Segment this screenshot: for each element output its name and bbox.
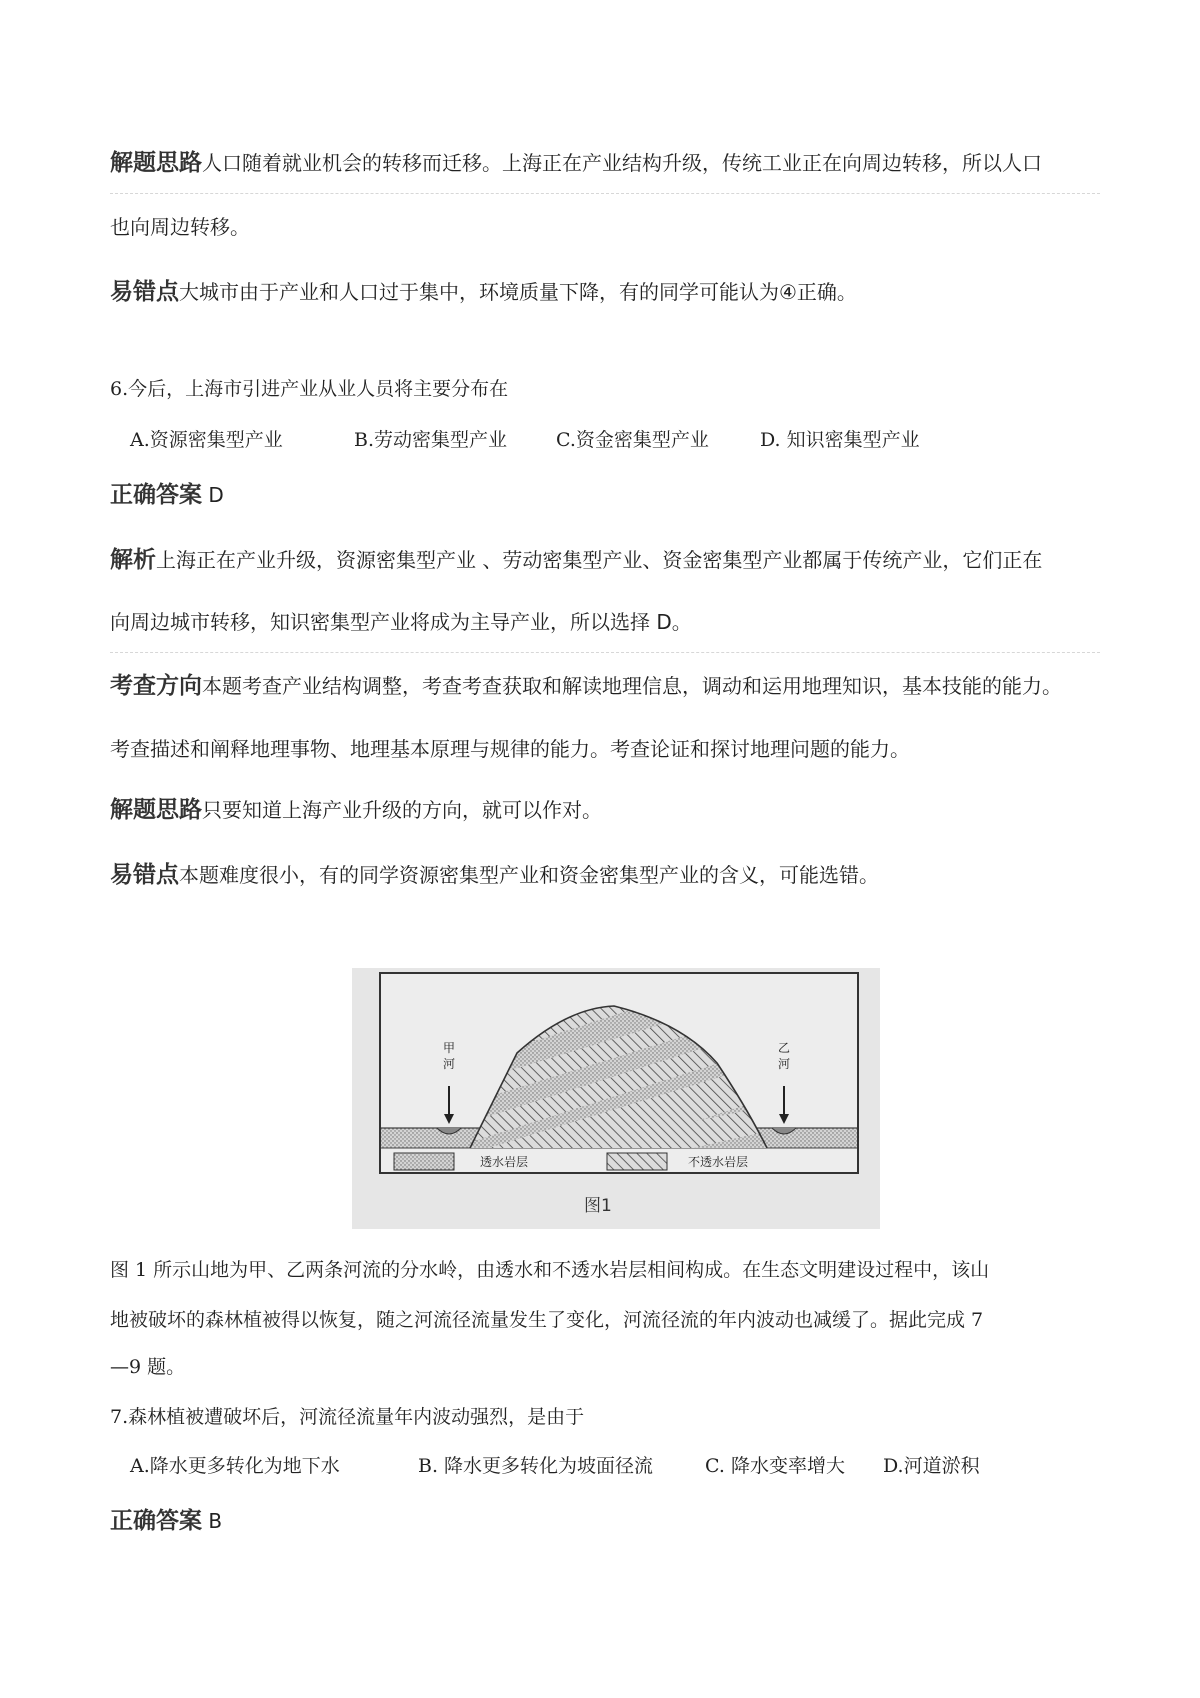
q6-direction-label: 考查方向 xyxy=(110,673,202,699)
q6-direction-continued: 考查描述和阐释地理事物、地理基本原理与规律的能力。考查论证和探讨地理问题的能力。 xyxy=(110,737,910,761)
q6-approach-text: 只要知道上海产业升级的方向，就可以作对。 xyxy=(202,798,602,822)
q7-answer xyxy=(110,1506,1100,1536)
q7-answer-value: B xyxy=(208,1509,223,1533)
figure-1 xyxy=(352,968,880,1229)
q6-analysis-label: 解析 xyxy=(110,547,156,573)
q6-analysis-text: 上海正在产业升级，资源密集型产业 、劳动密集型产业、资金密集型产业都属于传统产业，它们正在 xyxy=(156,548,1043,572)
q6-answer-value: D xyxy=(208,483,224,507)
legend-impermeable-label: 不透水岩层 xyxy=(688,1155,749,1169)
watershed-diagram xyxy=(352,968,880,1229)
q6-approach-label: 解题思路 xyxy=(110,797,202,823)
q6-answer xyxy=(110,480,1100,510)
passage-line-2: 地被破坏的森林植被得以恢复，随之河流径流量发生了变化，河流径流的年内波动也减缓了。据此完成 7 xyxy=(110,1309,984,1331)
question-6-stem: 6.今后，上海市引进产业从业人员将主要分布在 xyxy=(110,378,509,400)
q6-pitfall-label: 易错点 xyxy=(110,862,179,888)
approach-label: 解题思路 xyxy=(110,150,202,176)
river-b-label: 乙河 xyxy=(777,1041,791,1071)
q6-pitfall-text: 本题难度很小，有的同学资源密集型产业和资金密集型产业的含义，可能选错。 xyxy=(179,863,879,887)
legend-impermeable-swatch xyxy=(607,1153,667,1170)
pitfall-paragraph xyxy=(110,277,1100,307)
q6-option-a: A.资源密集型产业 xyxy=(130,429,283,451)
question-7-stem: 7.森林植被遭破坏后，河流径流量年内波动强烈，是由于 xyxy=(110,1406,585,1428)
dotted-divider xyxy=(110,193,1100,194)
passage-line-1: 图 1 所示山地为甲、乙两条河流的分水岭，由透水和不透水岩层相间构成。在生态文明建设过程中，该山 xyxy=(110,1259,990,1281)
q7-option-b: B. 降水更多转化为坡面径流 xyxy=(418,1455,654,1477)
approach-paragraph xyxy=(110,148,1100,178)
pitfall-text: 大城市由于产业和人口过于集中，环境质量下降，有的同学可能认为④正确。 xyxy=(179,280,857,304)
q6-direction xyxy=(110,671,1100,701)
approach-continued: 也向周边转移。 xyxy=(110,215,250,239)
q6-direction-text: 本题考查产业结构调整，考查考查获取和解读地理信息，调动和运用地理知识，基本技能的能力。 xyxy=(202,674,1062,698)
q7-answer-label: 正确答案 xyxy=(110,1508,202,1534)
q6-approach xyxy=(110,795,1100,825)
q7-option-d: D.河道淤积 xyxy=(883,1455,980,1477)
q6-option-d: D. 知识密集型产业 xyxy=(760,429,920,451)
legend-permeable-swatch xyxy=(394,1153,454,1170)
q6-option-b: B.劳动密集型产业 xyxy=(354,429,508,451)
q7-option-a: A.降水更多转化为地下水 xyxy=(130,1455,340,1477)
q6-analysis xyxy=(110,545,1100,575)
figure-caption: 图1 xyxy=(584,1196,612,1216)
q6-answer-label: 正确答案 xyxy=(110,482,202,508)
river-a-label: 甲河 xyxy=(442,1041,456,1071)
approach-text: 人口随着就业机会的转移而迁移。上海正在产业结构升级，传统工业正在向周边转移，所以人口 xyxy=(202,151,1042,175)
pitfall-label: 易错点 xyxy=(110,279,179,305)
q7-option-c: C. 降水变率增大 xyxy=(705,1455,845,1477)
dotted-divider xyxy=(110,652,1100,653)
legend-permeable-label: 透水岩层 xyxy=(480,1155,529,1169)
q6-pitfall xyxy=(110,860,1100,890)
passage-line-3: —9 题。 xyxy=(110,1356,186,1378)
q6-analysis-continued: 向周边城市转移，知识密集型产业将成为主导产业，所以选择 D。 xyxy=(110,610,692,634)
q6-option-c: C.资金密集型产业 xyxy=(556,429,709,451)
